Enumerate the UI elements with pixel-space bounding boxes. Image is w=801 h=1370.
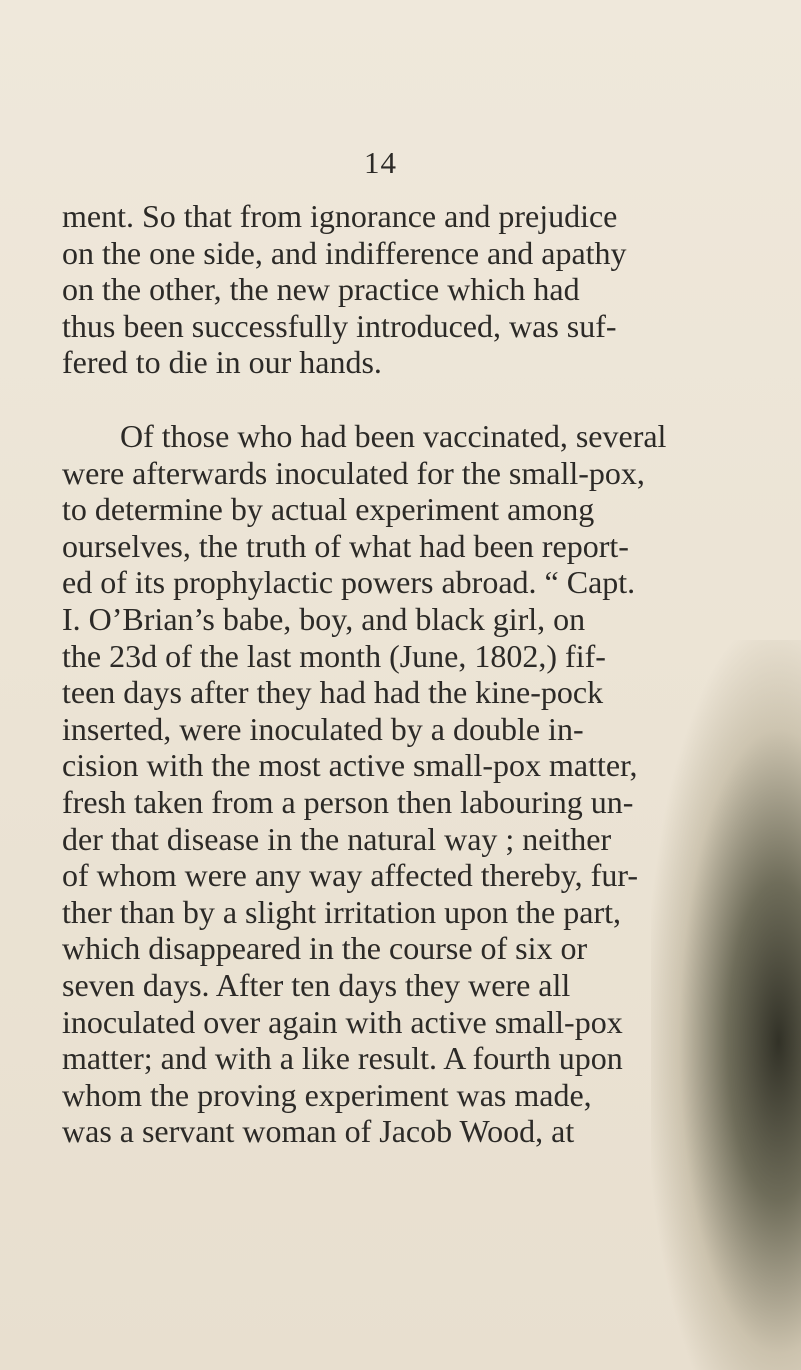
text-line: which disappeared in the course of six or	[62, 930, 588, 967]
text-line: matter; and with a like result. A fourth upon	[62, 1040, 623, 1077]
text-line: der that disease in the natural way ; neither	[62, 820, 612, 857]
text-line: Of those who had been vaccinated, several	[120, 418, 667, 454]
paragraph-2	[62, 418, 742, 1150]
page-number: 14	[364, 145, 397, 180]
text-line: fresh taken from a person then labouring un-	[62, 783, 634, 820]
text-line: ed of its prophylactic powers abroad. “ Capt.	[62, 564, 636, 601]
text-line: ourselves, the truth of what had been report-	[62, 527, 629, 564]
text-line: were afterwards inoculated for the small-pox,	[62, 454, 645, 491]
text-line: whom the proving experiment was made,	[62, 1076, 592, 1113]
text-line: inserted, were inoculated by a double in-	[62, 710, 584, 747]
text-line: was a servant woman of Jacob Wood, at	[62, 1113, 575, 1150]
text-line: the 23d of the last month (June, 1802,) fif-	[62, 637, 606, 674]
text-line: to determine by actual experiment among	[62, 491, 595, 528]
text-line: on the one side, and indifference and apathy	[62, 234, 627, 271]
text-line: on the other, the new practice which had	[62, 271, 580, 308]
text-line: inoculated over again with active small-pox	[62, 1003, 623, 1040]
paragraph-1	[62, 198, 742, 381]
text-line: of whom were any way affected thereby, fur-	[62, 857, 638, 894]
text-line: seven days. After ten days they were all	[62, 966, 571, 1003]
text-line: thus been successfully introduced, was suf-	[62, 307, 617, 344]
text-line: fered to die in our hands.	[62, 344, 382, 381]
text-line: cision with the most active small-pox matter,	[62, 747, 638, 784]
text-line: teen days after they had had the kine-pock	[62, 674, 604, 711]
text-line: ther than by a slight irritation upon the part,	[62, 893, 621, 930]
text-line: ment. So that from ignorance and prejudice	[62, 198, 618, 234]
text-line: I. O’Brian’s babe, boy, and black girl, on	[62, 600, 586, 637]
